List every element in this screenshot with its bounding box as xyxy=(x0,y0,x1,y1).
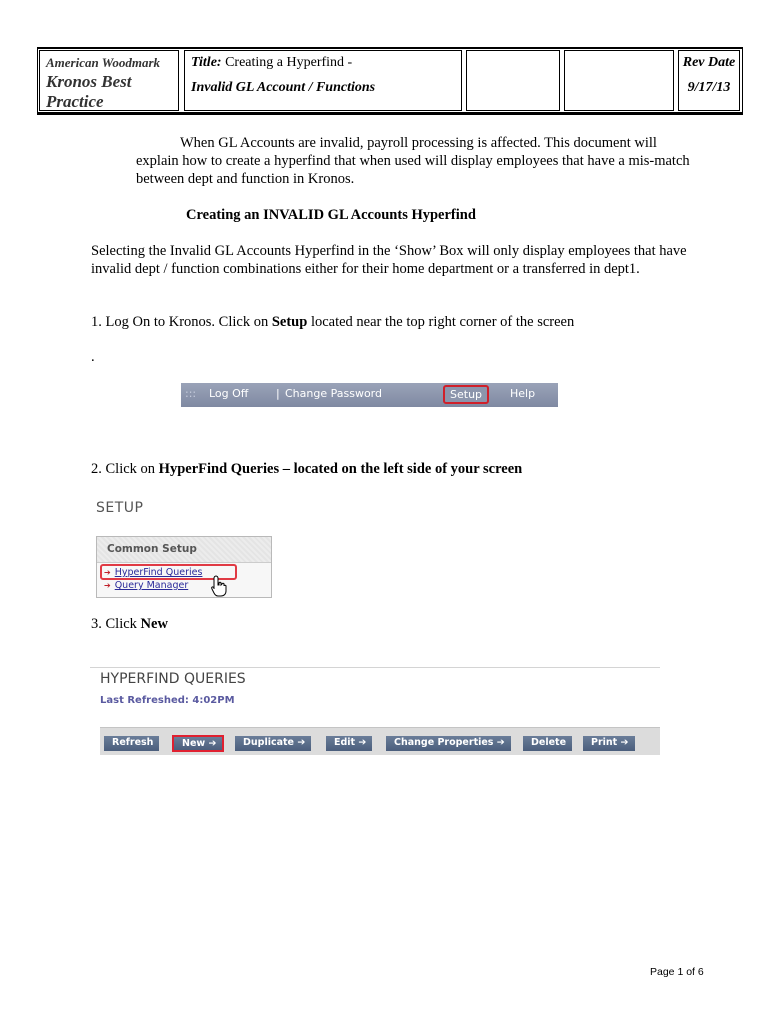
duplicate-button-label: Duplicate xyxy=(243,737,294,748)
document-subtitle: Kronos Best Practice xyxy=(46,72,132,111)
separator: | xyxy=(276,387,280,400)
arrow-right-icon: ➔ xyxy=(297,737,306,748)
page-number: Page 1 of 6 xyxy=(650,966,704,978)
refresh-button-label: Refresh xyxy=(112,737,154,748)
document-header xyxy=(37,47,743,115)
kronos-top-bar-screenshot xyxy=(181,383,558,407)
delete-button[interactable] xyxy=(523,736,572,751)
change-properties-button-label: Change Properties xyxy=(394,737,494,748)
hyperfind-toolbar xyxy=(100,727,660,755)
change-properties-button[interactable] xyxy=(386,736,511,751)
common-setup-heading: Common Setup xyxy=(97,537,271,563)
print-button[interactable] xyxy=(583,736,635,751)
delete-button-label: Delete xyxy=(531,737,567,748)
step-2-prefix: 2. Click on xyxy=(91,461,159,477)
title-text: Creating a Hyperfind - xyxy=(221,55,353,70)
new-button[interactable] xyxy=(172,735,224,752)
dots-icon: ::: xyxy=(185,387,197,400)
help-link[interactable]: Help xyxy=(510,387,536,400)
refresh-button[interactable] xyxy=(104,736,159,751)
description-paragraph: Selecting the Invalid GL Accounts Hyperfind in the ‘Show’ Box will only display employees that have invalid dept / function combinations either for their home department or a transferred in dept1. xyxy=(91,243,687,277)
arrow-right-icon: ➔ xyxy=(620,737,629,748)
step-3-prefix: 3. Click xyxy=(91,616,141,632)
arrow-right-icon: ➔ xyxy=(104,568,111,577)
company-cell xyxy=(39,50,179,111)
step-3-bold: New xyxy=(140,616,168,632)
arrow-right-icon: ➔ xyxy=(496,737,505,748)
step-2 xyxy=(91,460,522,478)
query-manager-label: Query Manager xyxy=(114,580,189,591)
empty-cell xyxy=(564,50,674,111)
step-1-bold: Setup xyxy=(271,314,308,330)
step-2-bold: HyperFind Queries – located on the left side of your screen xyxy=(158,461,523,477)
edit-button[interactable] xyxy=(326,736,372,751)
hyperfind-queries-label: HyperFind Queries xyxy=(114,567,203,578)
hyperfind-queries-title: HYPERFIND QUERIES xyxy=(100,671,246,687)
setup-title: SETUP xyxy=(96,500,144,516)
divider xyxy=(90,667,660,668)
step-1 xyxy=(91,313,574,331)
title-line-2: Invalid GL Account / Functions xyxy=(191,80,376,95)
section-heading: Creating an INVALID GL Accounts Hyperfind xyxy=(186,207,476,223)
title-line-1 xyxy=(191,55,352,71)
empty-cell xyxy=(466,50,560,111)
title-label: Title: xyxy=(191,55,222,70)
last-refreshed: Last Refreshed: 4:02PM xyxy=(100,695,235,706)
company-name: American Woodmark xyxy=(46,55,161,70)
edit-button-label: Edit xyxy=(334,737,356,748)
intro-paragraph: When GL Accounts are invalid, payroll processing is affected. This document will explain how to create a hyperfind that when used will display employees that have a mis-match between dept and function in Kronos. xyxy=(136,135,690,187)
change-password-link[interactable]: Change Password xyxy=(285,387,382,400)
print-button-label: Print xyxy=(591,737,618,748)
hand-cursor-icon xyxy=(210,575,228,597)
log-off-link[interactable]: Log Off xyxy=(209,387,249,400)
arrow-right-icon: ➔ xyxy=(104,581,111,590)
rev-date-value: 9/17/13 xyxy=(687,80,731,95)
step-1-suffix: located near the top right corner of the screen xyxy=(307,314,575,330)
arrow-right-icon: ➔ xyxy=(358,737,367,748)
rev-date-cell xyxy=(678,50,740,111)
rev-date-label: Rev Date xyxy=(682,55,736,70)
arrow-right-icon: ➔ xyxy=(208,738,217,749)
step-3 xyxy=(91,615,168,633)
query-manager-link[interactable] xyxy=(104,580,188,591)
setup-link[interactable]: Setup xyxy=(443,385,489,404)
new-button-label: New xyxy=(182,738,206,749)
step-1-prefix: 1. Log On to Kronos. Click on xyxy=(91,314,272,330)
title-cell xyxy=(184,50,462,111)
duplicate-button[interactable] xyxy=(235,736,311,751)
stray-dot: . xyxy=(91,349,95,365)
